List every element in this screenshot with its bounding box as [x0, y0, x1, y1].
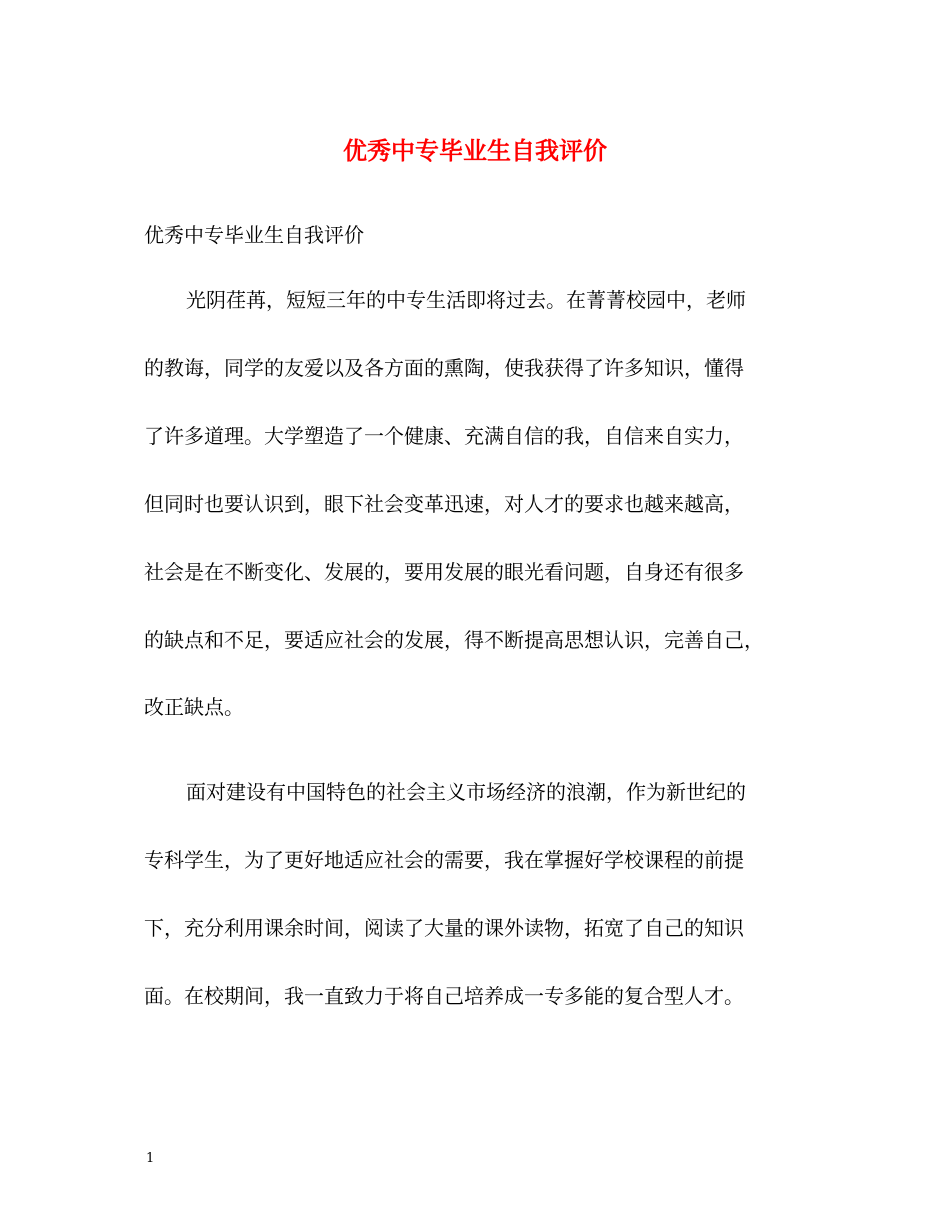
- paragraph-line: 但同时也要认识到，眼下社会变革迅速，对人才的要求也越来越高，: [144, 492, 744, 516]
- paragraph-line: 面对建设有中国特色的社会主义市场经济的浪潮，作为新世纪的: [186, 780, 746, 804]
- paragraph-line: 了许多道理。大学塑造了一个健康、充满自信的我，自信来自实力，: [144, 424, 744, 448]
- paragraph-line: 专科学生，为了更好地适应社会的需要，我在掌握好学校课程的前提: [144, 848, 744, 872]
- paragraph-line: 的缺点和不足，要适应社会的发展，得不断提高思想认识，完善自己，: [144, 628, 764, 652]
- paragraph-line: 光阴荏苒，短短三年的中专生活即将过去。在菁菁校园中，老师: [186, 288, 746, 312]
- paragraph-line: 社会是在不断变化、发展的，要用发展的眼光看问题，自身还有很多: [144, 560, 744, 584]
- paragraph-line: 下，充分利用课余时间，阅读了大量的课外读物，拓宽了自己的知识: [144, 916, 744, 940]
- paragraph-line: 面。在校期间，我一直致力于将自己培养成一专多能的复合型人才。: [144, 984, 744, 1008]
- document-subtitle: 优秀中专毕业生自我评价: [144, 223, 364, 247]
- page-number: 1: [146, 1151, 155, 1166]
- paragraph-line: 的教诲，同学的友爱以及各方面的熏陶，使我获得了许多知识，懂得: [144, 356, 744, 380]
- paragraph-line: 改正缺点。: [144, 695, 244, 719]
- document-title: 优秀中专毕业生自我评价: [343, 136, 607, 165]
